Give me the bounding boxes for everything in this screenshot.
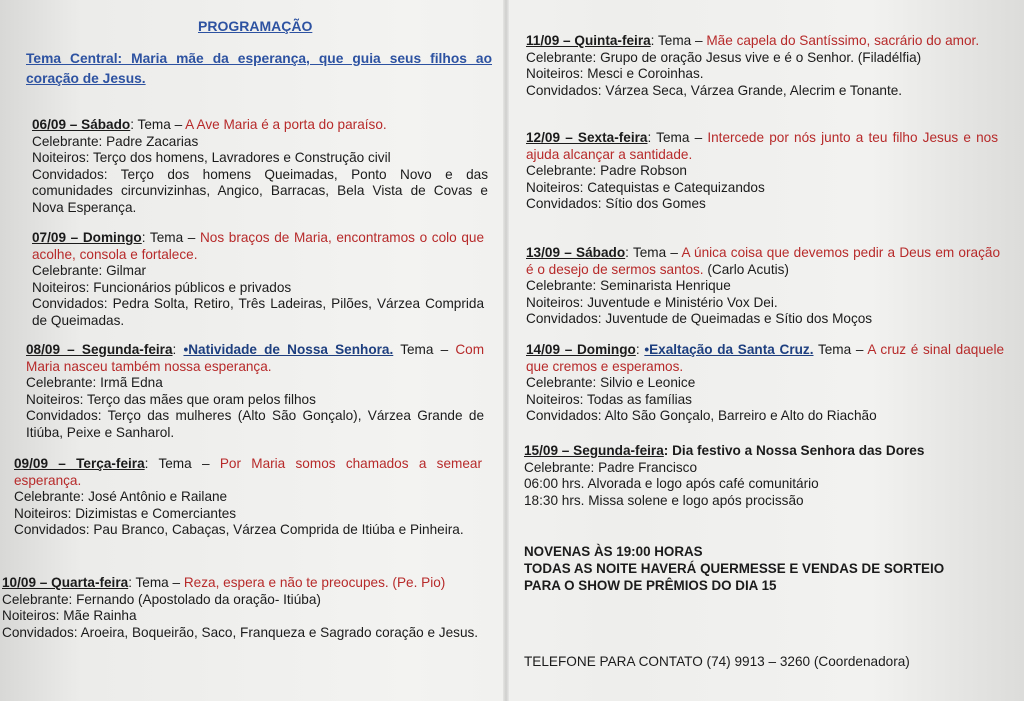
convidados-label: Convidados:: [26, 408, 102, 424]
day-0709: 07/09 – Domingo: Tema – Nos braços de Maria, encontramos o colo que acolhe, consola e fortalece. Celebrante: Gilmar Noiteiros: Funcionários públicos e privados Convidados: Pedra Solta, Retiro, Três Ladeiras, Pilões, Várzea Comprida de Queimadas.: [32, 230, 485, 328]
noiteiros-label: Noiteiros:: [32, 279, 90, 295]
noiteiros: Todas as famílias: [586, 391, 692, 407]
day-theme: A cruz é sinal daquele que cremos e esperamos.: [526, 342, 1005, 374]
noiteiros: Mesci e Coroinhas.: [587, 66, 704, 82]
convidados: Aroeira, Boqueirão, Saco, Franqueza e Sagrado coração e Jesus.: [80, 624, 479, 640]
tema-label: Tema –: [137, 117, 183, 132]
convidados: Sítio dos Gomes: [605, 196, 706, 212]
day-date: 11/09 – Quinta-feira: [526, 33, 651, 48]
festive-heading: Dia festivo a Nossa Senhora das Dores: [672, 443, 925, 458]
celebrant: Fernando (Apostolado da oração- Itiúba): [76, 591, 321, 607]
noiteiros-label: Noiteiros:: [14, 505, 72, 521]
celebrant: Padre Zacarias: [106, 133, 199, 149]
tema-label: Tema –: [149, 230, 196, 245]
day-date: 12/09 – Sexta-feira: [526, 130, 648, 145]
day-theme: A única coisa que devemos pedir a Deus em oração é o desejo de sermos santos.: [526, 245, 1001, 277]
day-date: 13/09 – Sábado: [526, 245, 626, 260]
celebrant: Grupo de oração Jesus vive e é o Senhor. (Filadélfia): [600, 49, 922, 65]
convidados-label: Convidados:: [526, 408, 602, 424]
tema-label: Tema –: [158, 456, 210, 471]
celebrante-label: Celebrante:: [2, 591, 73, 607]
convidados-label: Convidados:: [32, 166, 108, 182]
day-theme: Por Maria somos chamados a semear esperança.: [14, 456, 482, 488]
day-theme: A Ave Maria é a porta do paraíso.: [185, 117, 387, 132]
tema-label: Tema –: [656, 130, 703, 145]
tema-label: Tema –: [657, 33, 703, 48]
convidados-label: Convidados:: [526, 196, 602, 212]
convidados-label: Convidados:: [2, 624, 78, 640]
day-theme: Com Maria nasceu também nossa esperança.: [26, 342, 485, 374]
celebrant: Seminarista Henrique: [600, 278, 731, 294]
celebrant: Padre Robson: [600, 163, 687, 179]
celebrante-label: Celebrante:: [26, 375, 97, 391]
noiteiros: Juventude e Ministério Vox Dei.: [587, 294, 778, 310]
tema-label: Tema –: [135, 575, 181, 590]
noiteiros-label: Noiteiros:: [526, 66, 584, 82]
convidados: Terço dos homens Queimadas, Ponto Novo e das comunidades circunvizinhas, Angico, Barracas, Bela Vista de Covas e Nova Esperança.: [32, 166, 488, 215]
convidados: Alto São Gonçalo, Barreiro e Alto do Riachão: [604, 408, 877, 424]
noiteiros-label: Noiteiros:: [526, 179, 584, 195]
noiteiros: Catequistas e Catequizandos: [587, 179, 765, 195]
day-theme: Mãe capela do Santíssimo, sacrário do amor.: [706, 33, 980, 48]
convidados-label: Convidados:: [32, 296, 108, 312]
day-date: 06/09 – Sábado: [32, 117, 131, 132]
day-1009: 10/09 – Quarta-feira: Tema – Reza, espera e não te preocupes. (Pe. Pio) Celebrante: Fernando (Apostolado da oração- Itiúba) Noiteiros: Mãe Rainha Convidados: Aroeira, Boqueirão, Saco, Franqueza e Sagrado coração e Jesus.: [2, 575, 479, 640]
celebrant: Irmã Edna: [100, 375, 163, 391]
celebrante-label: Celebrante:: [524, 459, 595, 475]
celebrante-label: Celebrante:: [526, 375, 597, 391]
celebrante-label: Celebrante:: [32, 263, 103, 279]
quermesse-notice-cont: PARA O SHOW DE PRÊMIOS DO DIA 15: [524, 578, 777, 593]
convidados: Várzea Seca, Várzea Grande, Alecrim e Tonante.: [605, 82, 903, 98]
novenas-notice: NOVENAS ÀS 19:00 HORAS: [524, 544, 703, 559]
noiteiros-label: Noiteiros:: [526, 391, 584, 407]
convidados-label: Convidados:: [526, 311, 602, 327]
day-theme: Reza, espera e não te preocupes. (Pe. Pio): [183, 575, 446, 590]
paper-fold: [503, 0, 509, 701]
tema-label: Tema –: [817, 342, 864, 357]
tema-label: Tema –: [400, 342, 449, 357]
celebrant: Padre Francisco: [598, 459, 698, 475]
noiteiros-label: Noiteiros:: [32, 150, 90, 166]
feast-name: •Natividade de Nossa Senhora.: [183, 342, 394, 357]
day-1409: 14/09 – Domingo: •Exaltação da Santa Cruz. Tema – A cruz é sinal daquele que cremos e esperamos. Celebrante: Silvio e Leonice Noiteiros: Todas as famílias Convidados: Alto São Gonçalo, Barreiro e Alto do Riachão: [526, 342, 1005, 424]
day-0809: 08/09 – Segunda-feira: •Natividade de Nossa Senhora. Tema – Com Maria nasceu também nossa esperança. Celebrante: Irmã Edna Noiteiros: Terço das mães que oram pelos filhos Convidados: Terço das mulheres (Alto São Gonçalo), Várzea Grande de Itiúba, Peixe e Sanharol.: [26, 342, 485, 440]
noiteiros: Funcionários públicos e privados: [93, 279, 292, 295]
theme-attribution: (Carlo Acutis): [707, 261, 789, 277]
day-1209: 12/09 – Sexta-feira: Tema – Intercede por nós junto a teu filho Jesus e nos ajuda alcançar a santidade. Celebrante: Padre Robson Noiteiros: Catequistas e Catequizandos Convidados: Sítio dos Gomes: [526, 130, 999, 212]
convidados: Pedra Solta, Retiro, Três Ladeiras, Pilões, Várzea Comprida de Queimadas.: [32, 296, 485, 328]
celebrante-label: Celebrante:: [526, 49, 597, 65]
noiteiros: Terço das mães que oram pelos filhos: [86, 391, 316, 407]
day-date: 10/09 – Quarta-feira: [2, 575, 129, 590]
day-date: 14/09 – Domingo: [526, 342, 636, 357]
convidados: Pau Branco, Cabaças, Várzea Comprida de Itiúba e Pinheira.: [93, 522, 464, 538]
celebrant: Silvio e Leonice: [600, 375, 696, 391]
day-theme: Intercede por nós junto a teu filho Jesus e nos ajuda alcançar a santidade.: [526, 130, 999, 162]
convidados: Juventude de Queimadas e Sítio dos Moços: [605, 311, 873, 327]
day-1109: 11/09 – Quinta-feira: Tema – Mãe capela do Santíssimo, sacrário do amor. Celebrante: Grupo de oração Jesus vive e é o Senhor. (Filadélfia) Noiteiros: Mesci e Coroinhas. Convidados: Várzea Seca, Várzea Grande, Alecrim e Tonante.: [526, 33, 980, 98]
noiteiros: Mãe Rainha: [63, 608, 137, 624]
feast-name: •Exaltação da Santa Cruz.: [644, 342, 814, 357]
celebrante-label: Celebrante:: [526, 278, 597, 294]
schedule-item: 18:30 hrs. Missa solene e logo após procissão: [524, 492, 804, 508]
day-theme: Nos braços de Maria, encontramos o colo que acolhe, consola e fortalece.: [32, 230, 485, 262]
notices: [524, 543, 1014, 594]
central-theme: Tema Central: Maria mãe da esperança, que guia seus filhos ao coração de Jesus.: [26, 51, 492, 86]
celebrante-label: Celebrante:: [526, 163, 597, 179]
day-0909: 09/09 – Terça-feira: Tema – Por Maria somos chamados a semear esperança. Celebrante: José Antônio e Railane Noiteiros: Dizimistas e Comerciantes Convidados: Pau Branco, Cabaças, Várzea Comprida de Itiúba e Pinheira.: [14, 456, 482, 538]
noiteiros-label: Noiteiros:: [26, 391, 84, 407]
tema-label: Tema –: [632, 245, 678, 260]
day-1509: 15/09 – Segunda-feira: Dia festivo a Nossa Senhora das Dores Celebrante: Padre Francisco 06:00 hrs. Alvorada e logo após café comunitário 18:30 hrs. Missa solene e logo após procissão: [524, 443, 1002, 509]
convidados-label: Convidados:: [526, 82, 602, 98]
schedule-item: 06:00 hrs. Alvorada e logo após café comunitário: [524, 476, 819, 492]
quermesse-notice: TODAS AS NOITE HAVERÁ QUERMESSE E VENDAS DE SORTEIO: [524, 561, 945, 576]
day-date: 15/09 – Segunda-feira: [524, 443, 664, 458]
contact-phone: TELEFONE PARA CONTATO (74) 9913 – 3260 (Coordenadora): [524, 654, 910, 669]
page-title: PROGRAMAÇÃO: [198, 18, 313, 34]
celebrant: José Antônio e Railane: [88, 489, 228, 505]
day-0609: 06/09 – Sábado: Tema – A Ave Maria é a porta do paraíso. Celebrante: Padre Zacarias Noiteiros: Terço dos homens, Lavradores e Construção civil Convidados: Terço dos homens Queimadas, Ponto Novo e das comunidades circunvizinhas, Angico, Barracas, Bela Vista de Covas e Nova Esperança.: [32, 117, 488, 215]
celebrante-label: Celebrante:: [32, 133, 103, 149]
day-date: 09/09 – Terça-feira: [14, 456, 145, 471]
convidados: Terço das mulheres (Alto São Gonçalo), Várzea Grande de Itiúba, Peixe e Sanharol.: [26, 408, 485, 440]
celebrante-label: Celebrante:: [14, 489, 85, 505]
noiteiros: Terço dos homens, Lavradores e Construção civil: [92, 150, 391, 166]
noiteiros: Dizimistas e Comerciantes: [75, 505, 237, 521]
celebrant: Gilmar: [106, 263, 147, 279]
day-date: 07/09 – Domingo: [32, 230, 142, 245]
day-1309: 13/09 – Sábado: Tema – A única coisa que devemos pedir a Deus em oração é o desejo de sermos santos. (Carlo Acutis) Celebrante: Seminarista Henrique Noiteiros: Juventude e Ministério Vox Dei. Convidados: Juventude de Queimadas e Sítio dos Moços: [526, 245, 1001, 327]
noiteiros-label: Noiteiros:: [2, 608, 60, 624]
convidados-label: Convidados:: [14, 522, 90, 538]
noiteiros-label: Noiteiros:: [526, 294, 584, 310]
day-date: 08/09 – Segunda-feira: [26, 342, 173, 357]
